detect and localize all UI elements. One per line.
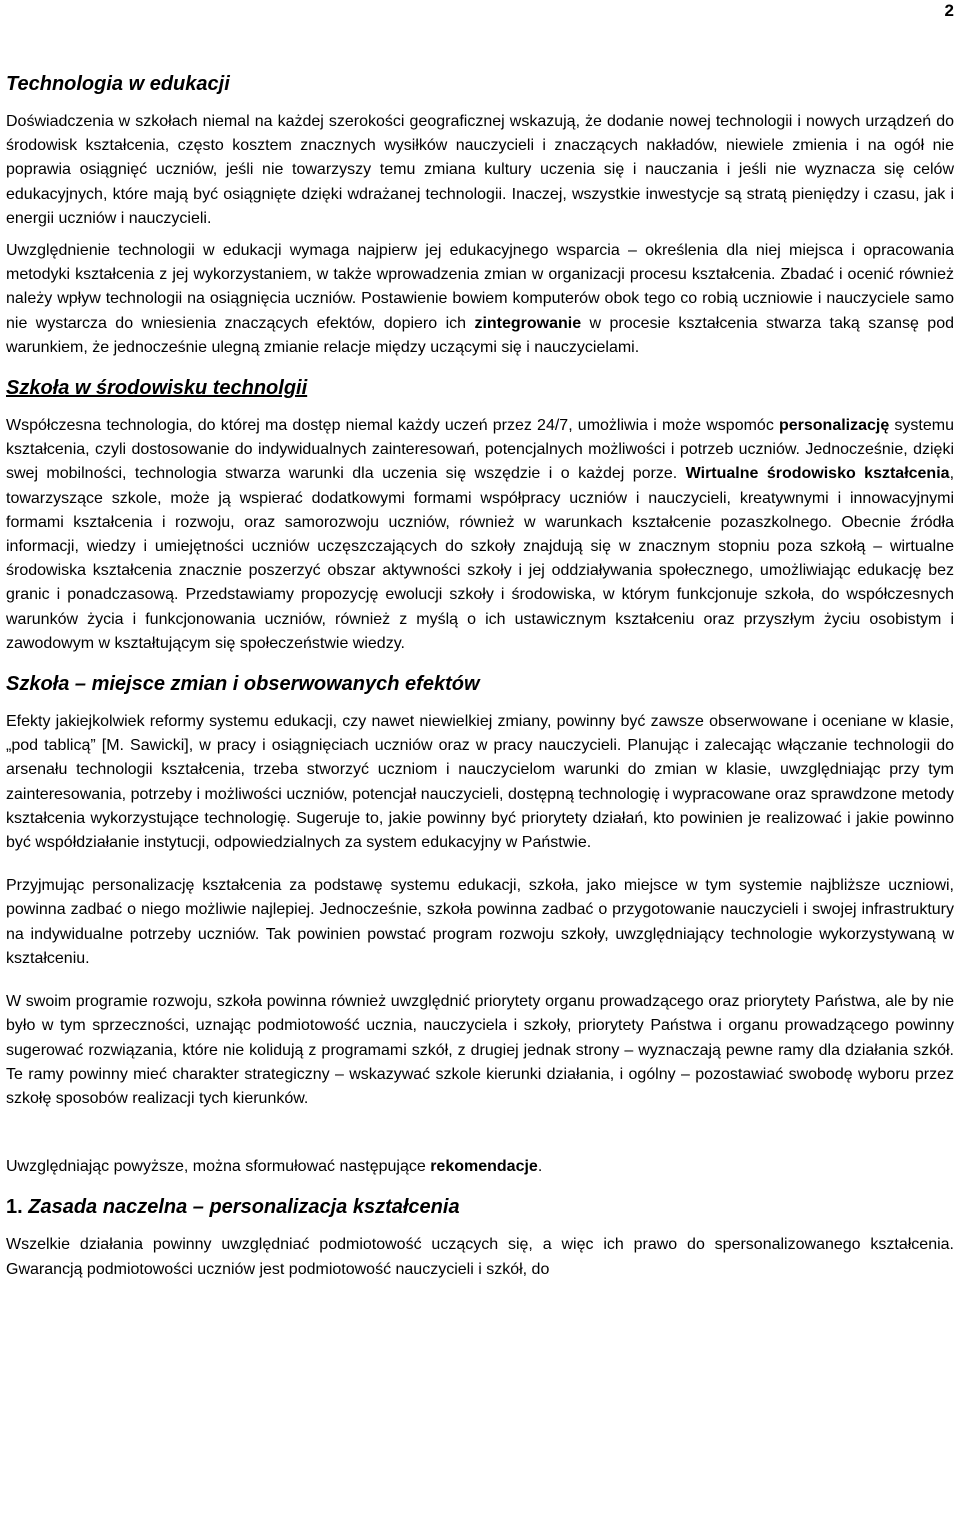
section-heading-technologia: Technologia w edukacji <box>6 73 230 95</box>
bold-term: Wirtualne środowisko kształcenia <box>685 465 950 483</box>
section-heading-szkola-miejsce-zmian: Szkoła – miejsce zmian i obserwowanych efektów <box>6 673 480 696</box>
paragraph: Efekty jakiejkolwiek reformy systemu edukacji, czy nawet niewielkiej zmiany, powinny być zawsze obserwowane i oceniane w klasie, „pod tablicą” [M. Sawicki], w pracy i osiągnięciach uczniów oraz w pracy nauczycieli. Planując i zalecając włączanie technologii do arsenału technologii kształcenia, trzeba stworzyć uczniom i nauczycielom warunki do zmian w klasie, uwzględniając przy tym zainteresowania, potrzeby i możliwości uczniów, potencjał nauczycieli, dostępną technologię i wypracowane oraz sprawdzone metody kształcenia wykorzystujące technologię. Sugeruje to, jakie powinny być priorytety działań, kto powinien je realizować i jakie powinno być współdziałanie instytucji, odpowiedzialnych za system edukacyjny w Państwie. <box>6 713 954 852</box>
bold-term: personalizację <box>778 417 890 435</box>
recommendation-intro: Uwzględniając powyższe, można sformułować następujące rekomendacje. <box>6 1158 543 1176</box>
recommendation-heading: 1. Zasada naczelna – personalizacja kształcenia <box>6 1196 460 1219</box>
paragraph: Przyjmując personalizację kształcenia za podstawę systemu edukacji, szkoła, jako miejsce w tym systemie najbliższe uczniowi, powinna zadbać o niego możliwie najlepiej. Jednocześnie, szkoła powinna zadbać o przygotowanie nauczycieli i swojej infrastruktury na indywidualne potrzeby uczniów. Tak powinien powstać program rozwoju szkoły, uwzględniający technologie wykorzystywaną w kształceniu. <box>6 877 954 967</box>
bold-term: rekomendacje <box>430 1158 538 1176</box>
paragraph: Współczesna technologia, do której ma dostęp niemal każdy uczeń przez 24/7, umożliwia i może wspomóc personalizację systemu kształcenia, czyli dostosowanie do indywidualnych zainteresowań, potencjalnych możliwości i potrzeb uczniów. Jednocześnie, dzięki swej mobilności, technologia stwarza warunki dla uczenia się wszędzie i o każdej porze. Wirtualne środowisko kształcenia, towarzyszące szkole, może ją wspierać dodatkowymi formami współpracy uczniów i nauczycieli, kreatywnymi i innowacyjnymi formami kształcenia i rozwoju, oraz samorozwoju uczniów, również w warunkach kształcenie pozaszkolnego. Obecnie źródła informacji, wiedzy i umiejętności uczniów uczęszczających do szkoły znajdują się w znacznym stopniu poza szkołą – wirtualne środowiska kształcenia znacznie poszerzyć obszar aktywności szkoły i jej oddziaływania społecznego, umożliwiając edukację bez granic i ponadczasową. Przedstawiamy propozycję ewolucji szkoły i środowiska, w którym funkcjonuje szkoła, do współczesnych warunków życia i funkcjonowania uczniów, również z myślą o ich ustawicznym kształceniu oraz przyszłym życiu osobistym i zawodowym w kształtującym się społeczeństwie wiedzy. <box>6 417 955 652</box>
document-body <box>6 70 954 1282</box>
page-number: 2 <box>944 1 954 20</box>
bold-term: zintegrowanie <box>474 314 582 332</box>
paragraph: Wszelkie działania powinny uwzględniać podmiotowość uczących się, a więc ich prawo do spersonalizowanego kształcenia. Gwarancją podmiotowości uczniów jest podmiotowość nauczycieli i szkół, do <box>6 1236 954 1278</box>
section-heading-szkola-srodowisko: Szkoła w środowisku technolgii <box>6 377 308 400</box>
paragraph: W swoim programie rozwoju, szkoła powinna również uwzględnić priorytety organu prowadzącego oraz priorytety Państwa, ale by nie było w tym sprzeczności, uznając podmiotowość ucznia, nauczyciela i szkoły, priorytety Państwa i organu prowadzącego powinny sugerować rozwiązania, które nie kolidują z programami szkół, z drugiej jednak strony – wyznaczają pewne ramy dla działania szkół. Te ramy powinny mieć charakter strategiczny – wskazywać szkole kierunki działania, i ogólny – pozostawiać swobodę wyboru przez szkołę sposobów realizacji tych kierunków. <box>6 993 954 1107</box>
paragraph: Uwzględnienie technologii w edukacji wymaga najpierw jej edukacyjnego wsparcia – określenia dla niej miejsca i opracowania metodyki kształcenia z jej wykorzystaniem, w także wprowadzenia zmian w organizacji procesu kształcenia. Zbadać i ocenić również należy wpływ technologii na osiągnięcia uczniów. Postawienie bowiem komputerów obok tego co robią uczniowie i nauczyciele samo nie wystarcza do wniesienia znaczących efektów, dopiero ich zintegrowanie w procesie kształcenia stwarza taką szansę pod warunkiem, że jednocześnie ulegną zmianie relacje między uczącymi się i nauczycielami. <box>6 242 954 356</box>
paragraph: Doświadczenia w szkołach niemal na każdej szerokości geograficznej wskazują, że dodanie nowej technologii i nowych urządzeń do środowisk kształcenia, często kosztem znacznych wysiłków nauczycieli i znaczących nakładów, niewiele zmienia i na ogół nie poprawia osiągnięć uczniów, jeśli nie towarzyszy temu zmiana kultury uczenia się i nauczania i jeśli nie wyznacza się celów edukacyjnych, które mają być osiągnięte dzięki wdrażanej technologii. Inaczej, wszystkie inwestycje są stratą pieniędzy i czasu, jak i energii uczniów i nauczycieli. <box>6 113 954 227</box>
